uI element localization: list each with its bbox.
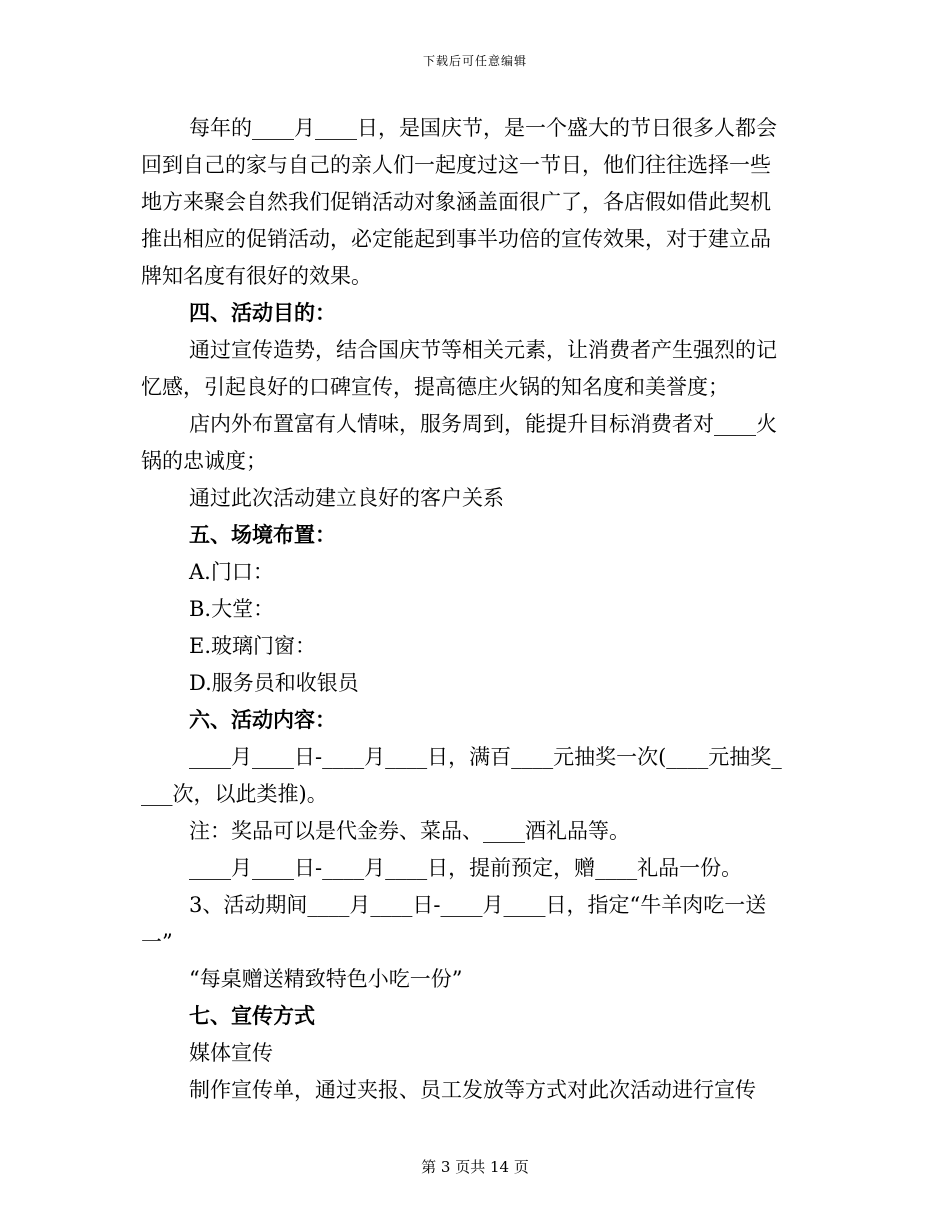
section-heading: 七、宣传方式 xyxy=(189,1004,315,1028)
section-heading: 六、活动内容： xyxy=(189,708,336,732)
list-item: B.大堂： xyxy=(189,597,275,621)
list-item: D.服务员和收银员 xyxy=(189,671,359,695)
paragraph-line: 通过宣传造势，结合国庆节等相关元素，让消费者产生强烈的记 xyxy=(189,338,777,362)
paragraph-line: “每桌赠送精致特色小吃一份” xyxy=(189,967,463,991)
paragraph-line: 3、活动期间____月____日-____月____日，指定“牛羊肉吃一送 xyxy=(189,893,767,917)
page-header: 下载后可任意编辑 xyxy=(422,54,527,68)
paragraph-line: 通过此次活动建立良好的客户关系 xyxy=(189,486,504,510)
paragraph-line: 店内外布置富有人情味，服务周到，能提升目标消费者对____火 xyxy=(189,412,777,436)
paragraph-line: ____月____日-____月____日，满百____元抽奖一次(____元抽奖_ xyxy=(189,745,782,769)
paragraph-line: 注：奖品可以是代金券、菜品、____酒礼品等。 xyxy=(189,819,630,843)
section-heading: 四、活动目的： xyxy=(189,301,336,325)
paragraph-line: 地方来聚会自然我们促销活动对象涵盖面很广了，各店假如借此契机 xyxy=(141,190,771,214)
paragraph-line: 推出相应的促销活动，必定能起到事半功倍的宣传效果，对于建立品 xyxy=(141,227,771,251)
paragraph-line: ___次，以此类推)。 xyxy=(141,782,328,806)
list-item: A.门口： xyxy=(189,560,274,584)
paragraph-line: 回到自己的家与自己的亲人们一起度过这一节日，他们往往选择一些 xyxy=(141,153,771,177)
paragraph-line: ____月____日-____月____日，提前预定，赠____礼品一份。 xyxy=(189,856,743,880)
page-footer: 第 3 页共 14 页 xyxy=(421,1158,529,1176)
paragraph-line: 每年的____月____日，是国庆节，是一个盛大的节日很多人都会 xyxy=(189,116,777,140)
paragraph-line: 忆感，引起良好的口碑宣传，提高德庄火锅的知名度和美誉度； xyxy=(141,375,729,399)
paragraph-line: 牌知名度有很好的效果。 xyxy=(141,264,372,288)
paragraph-line: 制作宣传单，通过夹报、员工发放等方式对此次活动进行宣传 xyxy=(189,1078,756,1102)
paragraph-line: 媒体宣传 xyxy=(189,1041,273,1065)
document-body xyxy=(141,110,811,1109)
section-heading: 五、场境布置： xyxy=(189,523,336,547)
paragraph-line: 锅的忠诚度； xyxy=(141,449,267,473)
paragraph-line: 一” xyxy=(141,930,173,954)
list-item: E.玻璃门窗： xyxy=(189,634,317,658)
